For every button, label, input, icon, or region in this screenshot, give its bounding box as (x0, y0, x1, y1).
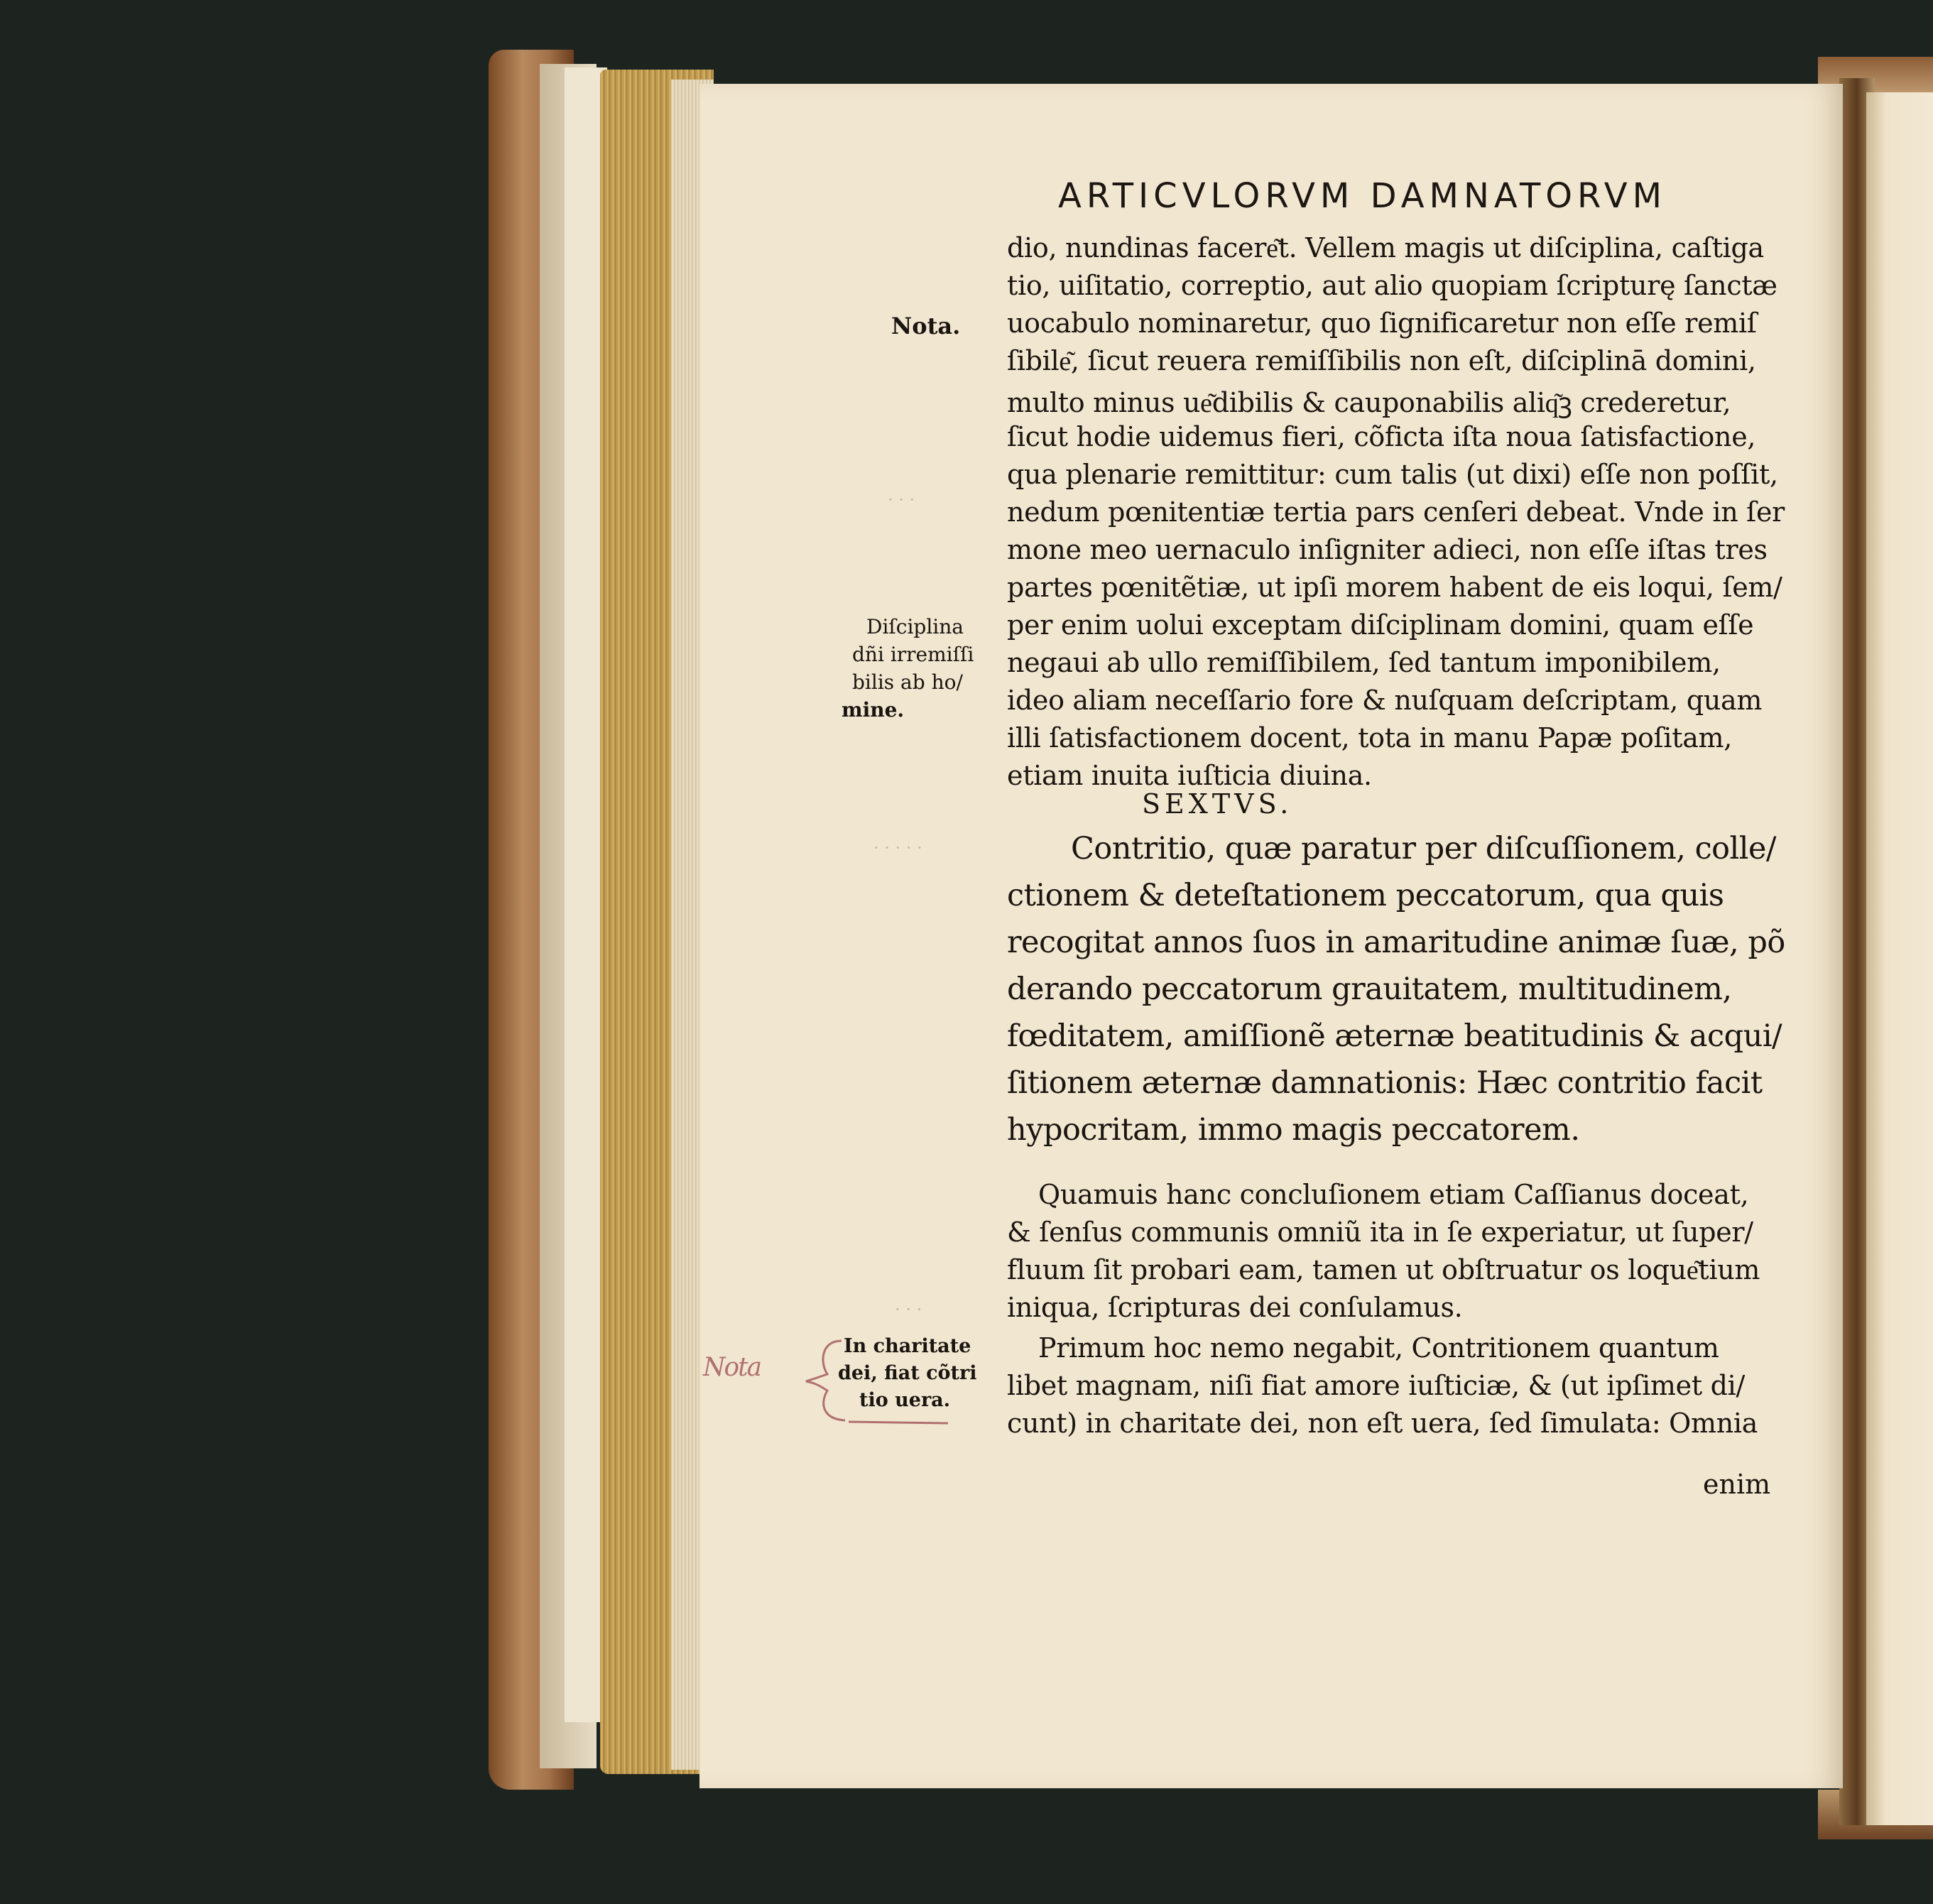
manuscript-annotation: Nota (703, 1353, 761, 1382)
text-line: Primum hoc nemo negabit, Contritionem quantum (1038, 1332, 1719, 1364)
margin-line: bilis ab ho/ (852, 670, 963, 694)
show-through: · · · (895, 1300, 922, 1320)
section-heading: SEXTVS. (1142, 788, 1293, 820)
margin-line: Diſciplina (866, 615, 964, 638)
margin-line: tio uera. (859, 1389, 951, 1411)
manuscript-bracket (778, 1335, 962, 1427)
text-line: fœditatem, amiſſionẽ æternæ beatitudinis & acqui/ (1007, 1018, 1782, 1054)
text-line: negaui ab ullo remiſſibilem, ſed tantum imponibilem, (1007, 647, 1721, 678)
show-through: · · · · · (873, 838, 922, 858)
text-line: qua plenarie remittitur: cum talis (ut dixi) eſſe non poſſit, (1007, 459, 1778, 490)
text-line: ſibile͂, ſicut reuera remiſſibilis non eſt, diſciplinā domini, (1007, 345, 1756, 376)
text-line: derando peccatorum grauitatem, multitudinem, (1007, 972, 1732, 1007)
text-line: etiam inuita iuſticia diuina. (1007, 760, 1372, 791)
facing-page (1866, 92, 1933, 1825)
text-line: nedum pœnitentiæ tertia pars cenſeri debeat. Vnde in ſer (1007, 496, 1785, 528)
margin-note-nota: Nota. (891, 312, 961, 339)
margin-line: dei, fiat cõtri (838, 1362, 977, 1384)
text-line: recogitat annos ſuos in amaritudine animæ ſuæ, põ (1007, 925, 1785, 960)
text-line: libet magnam, niſi fiat amore iuſticiæ, & (ut ipſimet di/ (1007, 1370, 1745, 1401)
text-line: per enim uolui exceptam diſciplinam domini, quam eſſe (1007, 609, 1754, 641)
text-line: ſitionem æternæ damnationis: Hæc contritio facit (1007, 1065, 1763, 1101)
text-line: Contritio, quæ paratur per diſcuſſionem, colle/ (1071, 831, 1776, 866)
text-line: multo minus ue͂dibilis & cauponabilis aliq͂ꝫ crederetur, (1007, 387, 1731, 418)
text-line: illi ſatisfactionem docent, tota in manu Papæ poſitam, (1007, 722, 1733, 754)
text-line: fluum ſit probari eam, tamen ut obſtruatur os loque͂tium (1007, 1254, 1760, 1285)
text-line: iniqua, ſcripturas dei conſulamus. (1007, 1292, 1463, 1323)
margin-line: mine. (842, 698, 905, 722)
text-line: dio, nundinas facere͂t. Vellem magis ut diſciplina, caſtiga (1007, 232, 1764, 263)
show-through: · · · (888, 490, 915, 510)
text-line: mone meo uernaculo inſigniter adieci, non eſſe iſtas tres (1007, 534, 1768, 565)
margin-line: In charitate (844, 1335, 971, 1357)
catchword: enim (1703, 1469, 1771, 1500)
text-line: Quamuis hanc concluſionem etiam Caſſianus doceat, (1038, 1179, 1749, 1210)
text-line: partes pœnitẽtiæ, ut ipſi morem habent de eis loqui, ſem/ (1007, 572, 1782, 603)
margin-line: dñi irremiſſi (852, 643, 974, 666)
text-line: hypocritam, immo magis peccatorem. (1007, 1112, 1580, 1148)
text-line: ſicut hodie uidemus fieri, cõficta iſta noua ſatisfactione, (1007, 421, 1756, 452)
text-line: ideo aliam neceſſario fore & nuſquam deſcriptam, quam (1007, 685, 1763, 716)
text-line: ctionem & deteſtationem peccatorum, qua quis (1007, 878, 1724, 913)
text-line: uocabulo nominaretur, quo ſignificaretur non eſſe remiſ (1007, 308, 1757, 339)
text-line: cunt) in charitate dei, non eſt uera, ſed ſimulata: Omnia (1007, 1408, 1758, 1439)
text-line: tio, uiſitatio, correptio, aut alio quopiam ſcripturę ſanctæ (1007, 270, 1777, 301)
running-head: ARTICVLORVM DAMNATORVM (1058, 176, 1667, 216)
text-line: & ſenſus communis omniũ ita in ſe experiatur, ut ſuper/ (1007, 1217, 1753, 1248)
